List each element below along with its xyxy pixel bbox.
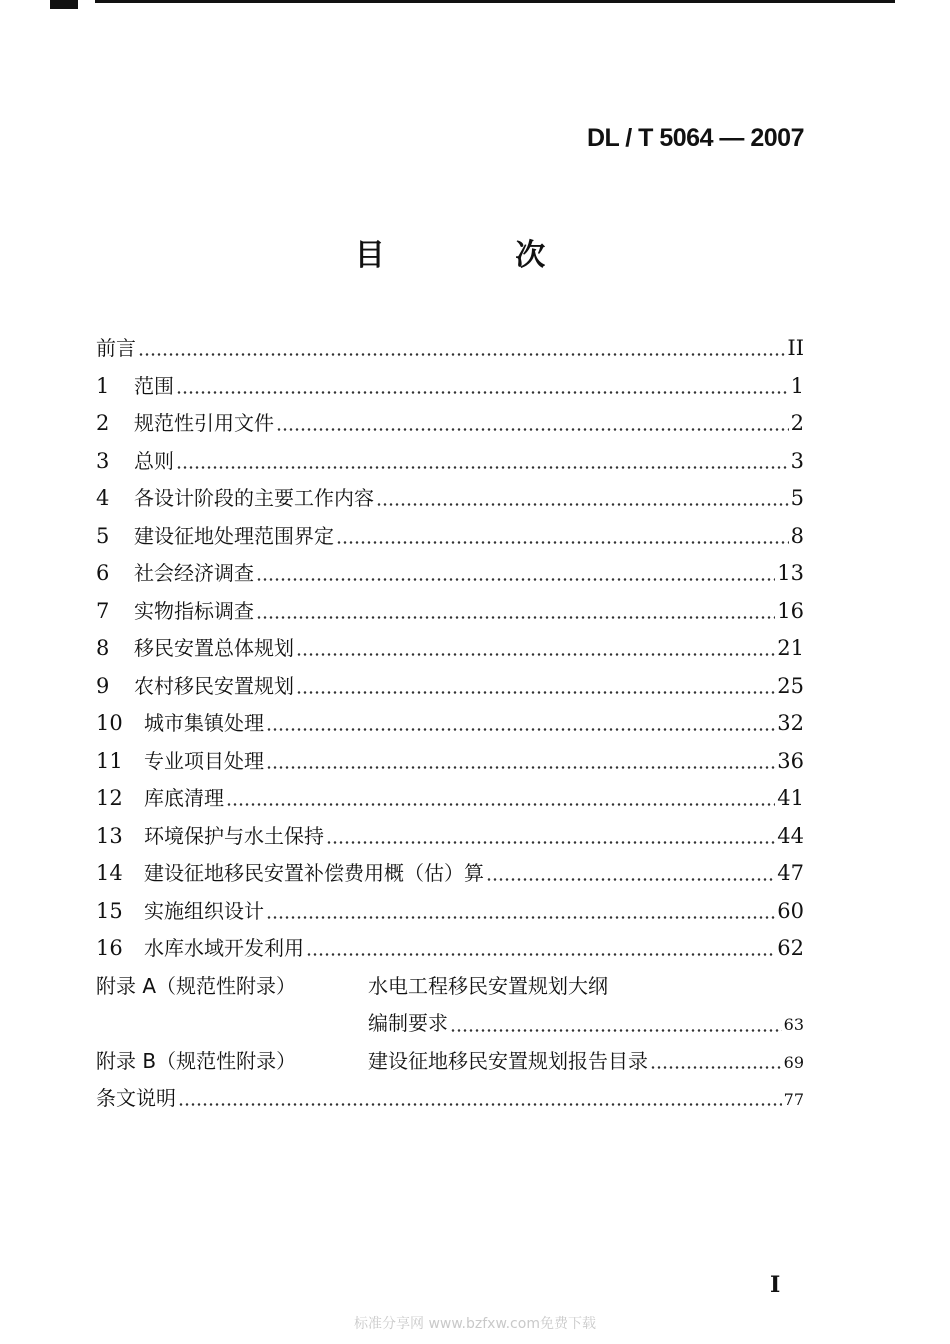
toc-entry-number: 7 xyxy=(96,598,110,623)
toc-entry-label: 环境保护与水土保持 xyxy=(144,823,324,848)
toc-entry-page: 3 xyxy=(790,448,804,473)
toc-entry-number: 2 xyxy=(96,411,110,435)
toc-entry-number: 5 xyxy=(96,523,110,548)
toc-entry-number: 14 xyxy=(96,861,123,885)
toc-entry[interactable] xyxy=(96,555,804,593)
dot-leader xyxy=(336,541,789,544)
toc-entry-label: 专业项目处理 xyxy=(144,748,264,773)
toc-entry-appendix-a[interactable] xyxy=(96,968,804,1006)
dot-leader xyxy=(266,728,775,731)
toc-entry-appendix-b[interactable] xyxy=(96,1043,804,1081)
dot-leader xyxy=(650,1066,782,1069)
toc-entry-label: 规范性引用文件 xyxy=(134,411,274,435)
toc-entry-page: 25 xyxy=(777,673,804,698)
toc-entry[interactable] xyxy=(96,518,804,556)
dot-leader xyxy=(266,916,775,919)
scan-mark xyxy=(50,0,78,9)
toc-entry-page: 60 xyxy=(777,898,804,923)
dot-leader xyxy=(296,653,775,656)
toc-entry[interactable] xyxy=(96,893,804,931)
toc-entry-page: II xyxy=(787,336,804,360)
dot-leader xyxy=(266,766,775,769)
toc-entry-page: 8 xyxy=(790,523,804,548)
dot-leader xyxy=(276,428,789,431)
toc-entry[interactable] xyxy=(96,780,804,818)
toc-entry-number: 12 xyxy=(96,786,123,810)
toc-entry[interactable] xyxy=(96,480,804,518)
toc-entry-notes[interactable] xyxy=(96,1080,804,1118)
toc-entry-page: 2 xyxy=(790,411,804,435)
toc-entry-number: 15 xyxy=(96,898,123,923)
toc-entry-label: 社会经济调查 xyxy=(134,561,254,585)
toc-entry-number: 6 xyxy=(96,561,110,585)
toc-entry-number: 10 xyxy=(96,711,123,735)
toc-entry[interactable] xyxy=(96,855,804,893)
appendix-b-page: 69 xyxy=(783,1052,804,1072)
dot-leader xyxy=(326,841,775,844)
toc-entry-appendix-a-cont[interactable] xyxy=(96,1005,804,1043)
toc-entry-number: 13 xyxy=(96,823,123,848)
appendix-a-page: 63 xyxy=(783,1015,804,1034)
toc-entry-number: 16 xyxy=(96,936,123,960)
toc-entry[interactable] xyxy=(96,368,804,406)
toc-entry[interactable] xyxy=(96,593,804,631)
toc-entry-label: 范围 xyxy=(134,373,174,398)
dot-leader xyxy=(176,466,789,469)
toc-entry-label: 水库水域开发利用 xyxy=(144,936,304,960)
page-number: I xyxy=(770,1272,781,1298)
dot-leader xyxy=(376,503,789,506)
toc-entry-label: 实施组织设计 xyxy=(144,898,264,923)
toc-entry-page: 44 xyxy=(777,823,804,848)
watermark: 标准分享网 www.bzfxw.com免费下载 xyxy=(354,1316,596,1332)
toc-entry-page: 5 xyxy=(790,486,804,510)
toc-entry-page: 41 xyxy=(777,786,804,810)
appendix-b-title: 建设征地移民安置规划报告目录 xyxy=(368,1048,648,1073)
toc-entry-page: 47 xyxy=(777,861,804,885)
toc-entry-label: 移民安置总体规划 xyxy=(134,636,294,660)
toc-entry[interactable] xyxy=(96,818,804,856)
toc-entry-number: 1 xyxy=(96,373,110,398)
toc-entry-label: 库底清理 xyxy=(144,786,224,810)
toc-entry-label: 前言 xyxy=(96,336,136,360)
notes-label: 条文说明 xyxy=(96,1086,176,1110)
toc-entry-label: 农村移民安置规划 xyxy=(134,673,294,698)
toc-entry-page: 21 xyxy=(777,636,804,660)
toc-entry-label: 建设征地移民安置补偿费用概（估）算 xyxy=(144,861,484,885)
appendix-a-title-line2: 编制要求 xyxy=(368,1011,448,1035)
toc-entry[interactable] xyxy=(96,405,804,443)
toc-entry[interactable] xyxy=(96,930,804,968)
dot-leader xyxy=(138,353,785,356)
appendix-a-prefix: 附录 A（规范性附录） xyxy=(96,973,297,998)
header-rule xyxy=(95,0,895,3)
toc-entry-page: 16 xyxy=(777,598,804,623)
dot-leader xyxy=(256,578,775,581)
appendix-a-title-line1: 水电工程移民安置规划大纲 xyxy=(368,973,608,998)
table-of-contents xyxy=(96,330,804,1118)
toc-entry-label: 实物指标调查 xyxy=(134,598,254,623)
toc-entry-number: 3 xyxy=(96,448,110,473)
dot-leader xyxy=(306,953,775,956)
dot-leader xyxy=(450,1029,782,1032)
toc-entry[interactable] xyxy=(96,705,804,743)
toc-entry[interactable] xyxy=(96,330,804,368)
toc-entry-page: 1 xyxy=(790,373,804,398)
toc-entry-number: 4 xyxy=(96,486,110,510)
toc-entry-number: 11 xyxy=(96,748,123,773)
dot-leader xyxy=(226,803,775,806)
dot-leader xyxy=(176,391,789,394)
appendix-b-prefix: 附录 B（规范性附录） xyxy=(96,1048,297,1073)
toc-entry[interactable] xyxy=(96,443,804,481)
toc-entry-label: 城市集镇处理 xyxy=(144,711,264,735)
page-title: 目 次 xyxy=(354,238,606,273)
toc-entry[interactable] xyxy=(96,668,804,706)
toc-entry-label: 建设征地处理范围界定 xyxy=(134,523,334,548)
document-code: DL / T 5064 — 2007 xyxy=(586,124,804,152)
toc-entry-label: 各设计阶段的主要工作内容 xyxy=(134,486,374,510)
dot-leader xyxy=(256,616,775,619)
notes-page: 77 xyxy=(783,1090,804,1109)
toc-entry-page: 36 xyxy=(777,748,804,773)
toc-entry[interactable] xyxy=(96,630,804,668)
toc-entry-number: 9 xyxy=(96,673,110,698)
toc-entry-label: 总则 xyxy=(134,448,174,473)
toc-entry-page: 62 xyxy=(777,936,804,960)
toc-entry-page: 32 xyxy=(777,711,804,735)
toc-entry-number: 8 xyxy=(96,636,110,660)
dot-leader xyxy=(486,878,775,881)
dot-leader xyxy=(178,1103,782,1106)
toc-entry-page: 13 xyxy=(777,561,804,585)
dot-leader xyxy=(296,691,775,694)
toc-entry[interactable] xyxy=(96,743,804,781)
